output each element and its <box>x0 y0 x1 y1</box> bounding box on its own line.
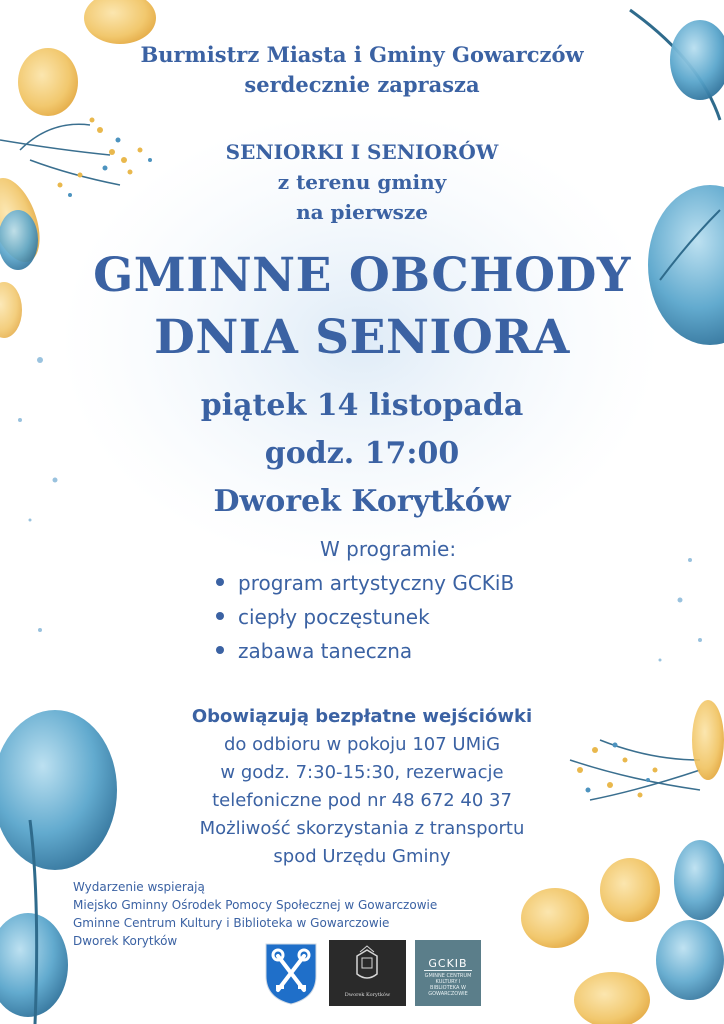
event-title-line-2: DNIA SENIORA <box>154 310 570 365</box>
supporters-heading: Wydarzenie wspierają <box>73 880 205 894</box>
program-item <box>216 600 514 634</box>
event-time: godz. 17:00 <box>264 436 460 471</box>
tickets-info <box>0 703 724 871</box>
event-date: piątek 14 listopada <box>200 388 524 423</box>
host-line-2: serdecznie zaprasza <box>244 72 480 97</box>
tickets-heading: Obowiązują bezpłatne wejściówki <box>191 706 533 727</box>
tickets-line-2: w godz. 7:30-15:30, rezerwacje <box>220 762 504 783</box>
supporter-item: Miejsko Gminny Ośrodek Pomocy Społecznej w Gowarczowie <box>73 898 438 912</box>
tickets-line-4: Możliwość skorzystania z transportu <box>199 818 525 839</box>
program-heading: W programie: <box>320 537 457 561</box>
program-item <box>216 566 514 600</box>
host-line-1: Burmistrz Miasta i Gminy Gowarczów <box>140 42 584 67</box>
gckib-logo-text: GCKIB <box>428 957 468 970</box>
gckib-logo <box>415 940 481 1006</box>
invite-line-3: na pierwsze <box>296 200 428 224</box>
coat-of-arms-logo <box>262 940 320 1006</box>
program-item <box>216 634 514 668</box>
crossed-keys-coat-of-arms-icon <box>262 940 320 1006</box>
bullet-icon <box>216 612 224 620</box>
gckib-logo-subtext: GMINNE CENTRUM KULTURY I BIBLIOTEKA W GOWARCZOWIE <box>424 973 472 997</box>
program-item-text: ciepły poczęstunek <box>238 605 430 629</box>
program-item-text: zabawa taneczna <box>238 639 413 663</box>
bullet-icon <box>216 578 224 586</box>
host-block <box>0 40 724 100</box>
bullet-icon <box>216 646 224 654</box>
event-title <box>0 245 724 369</box>
dworek-korytkow-logo <box>329 940 406 1006</box>
tickets-line-1: do odbioru w pokoju 107 UMiG <box>223 734 501 755</box>
dworek-crest-icon <box>329 940 406 992</box>
event-place: Dworek Korytków <box>213 484 511 519</box>
event-title-line-1: GMINNE OBCHODY <box>93 248 631 303</box>
supporter-item: Gminne Centrum Kultury i Biblioteka w Gowarczowie <box>73 916 390 930</box>
gckib-divider <box>424 970 472 971</box>
invite-line-1: SENIORKI I SENIORÓW <box>225 140 499 164</box>
invite-block <box>0 137 724 227</box>
tickets-line-3: telefoniczne pod nr 48 672 40 37 <box>212 790 512 811</box>
tickets-line-5: spod Urzędu Gminy <box>273 846 451 867</box>
dworek-logo-text: Dworek Korytków <box>344 992 391 998</box>
invite-line-2: z terenu gminy <box>277 170 447 194</box>
supporter-item: Dworek Korytków <box>73 934 178 948</box>
event-details <box>0 382 724 526</box>
program-list <box>216 566 514 668</box>
program-item-text: program artystyczny GCKiB <box>238 571 515 595</box>
